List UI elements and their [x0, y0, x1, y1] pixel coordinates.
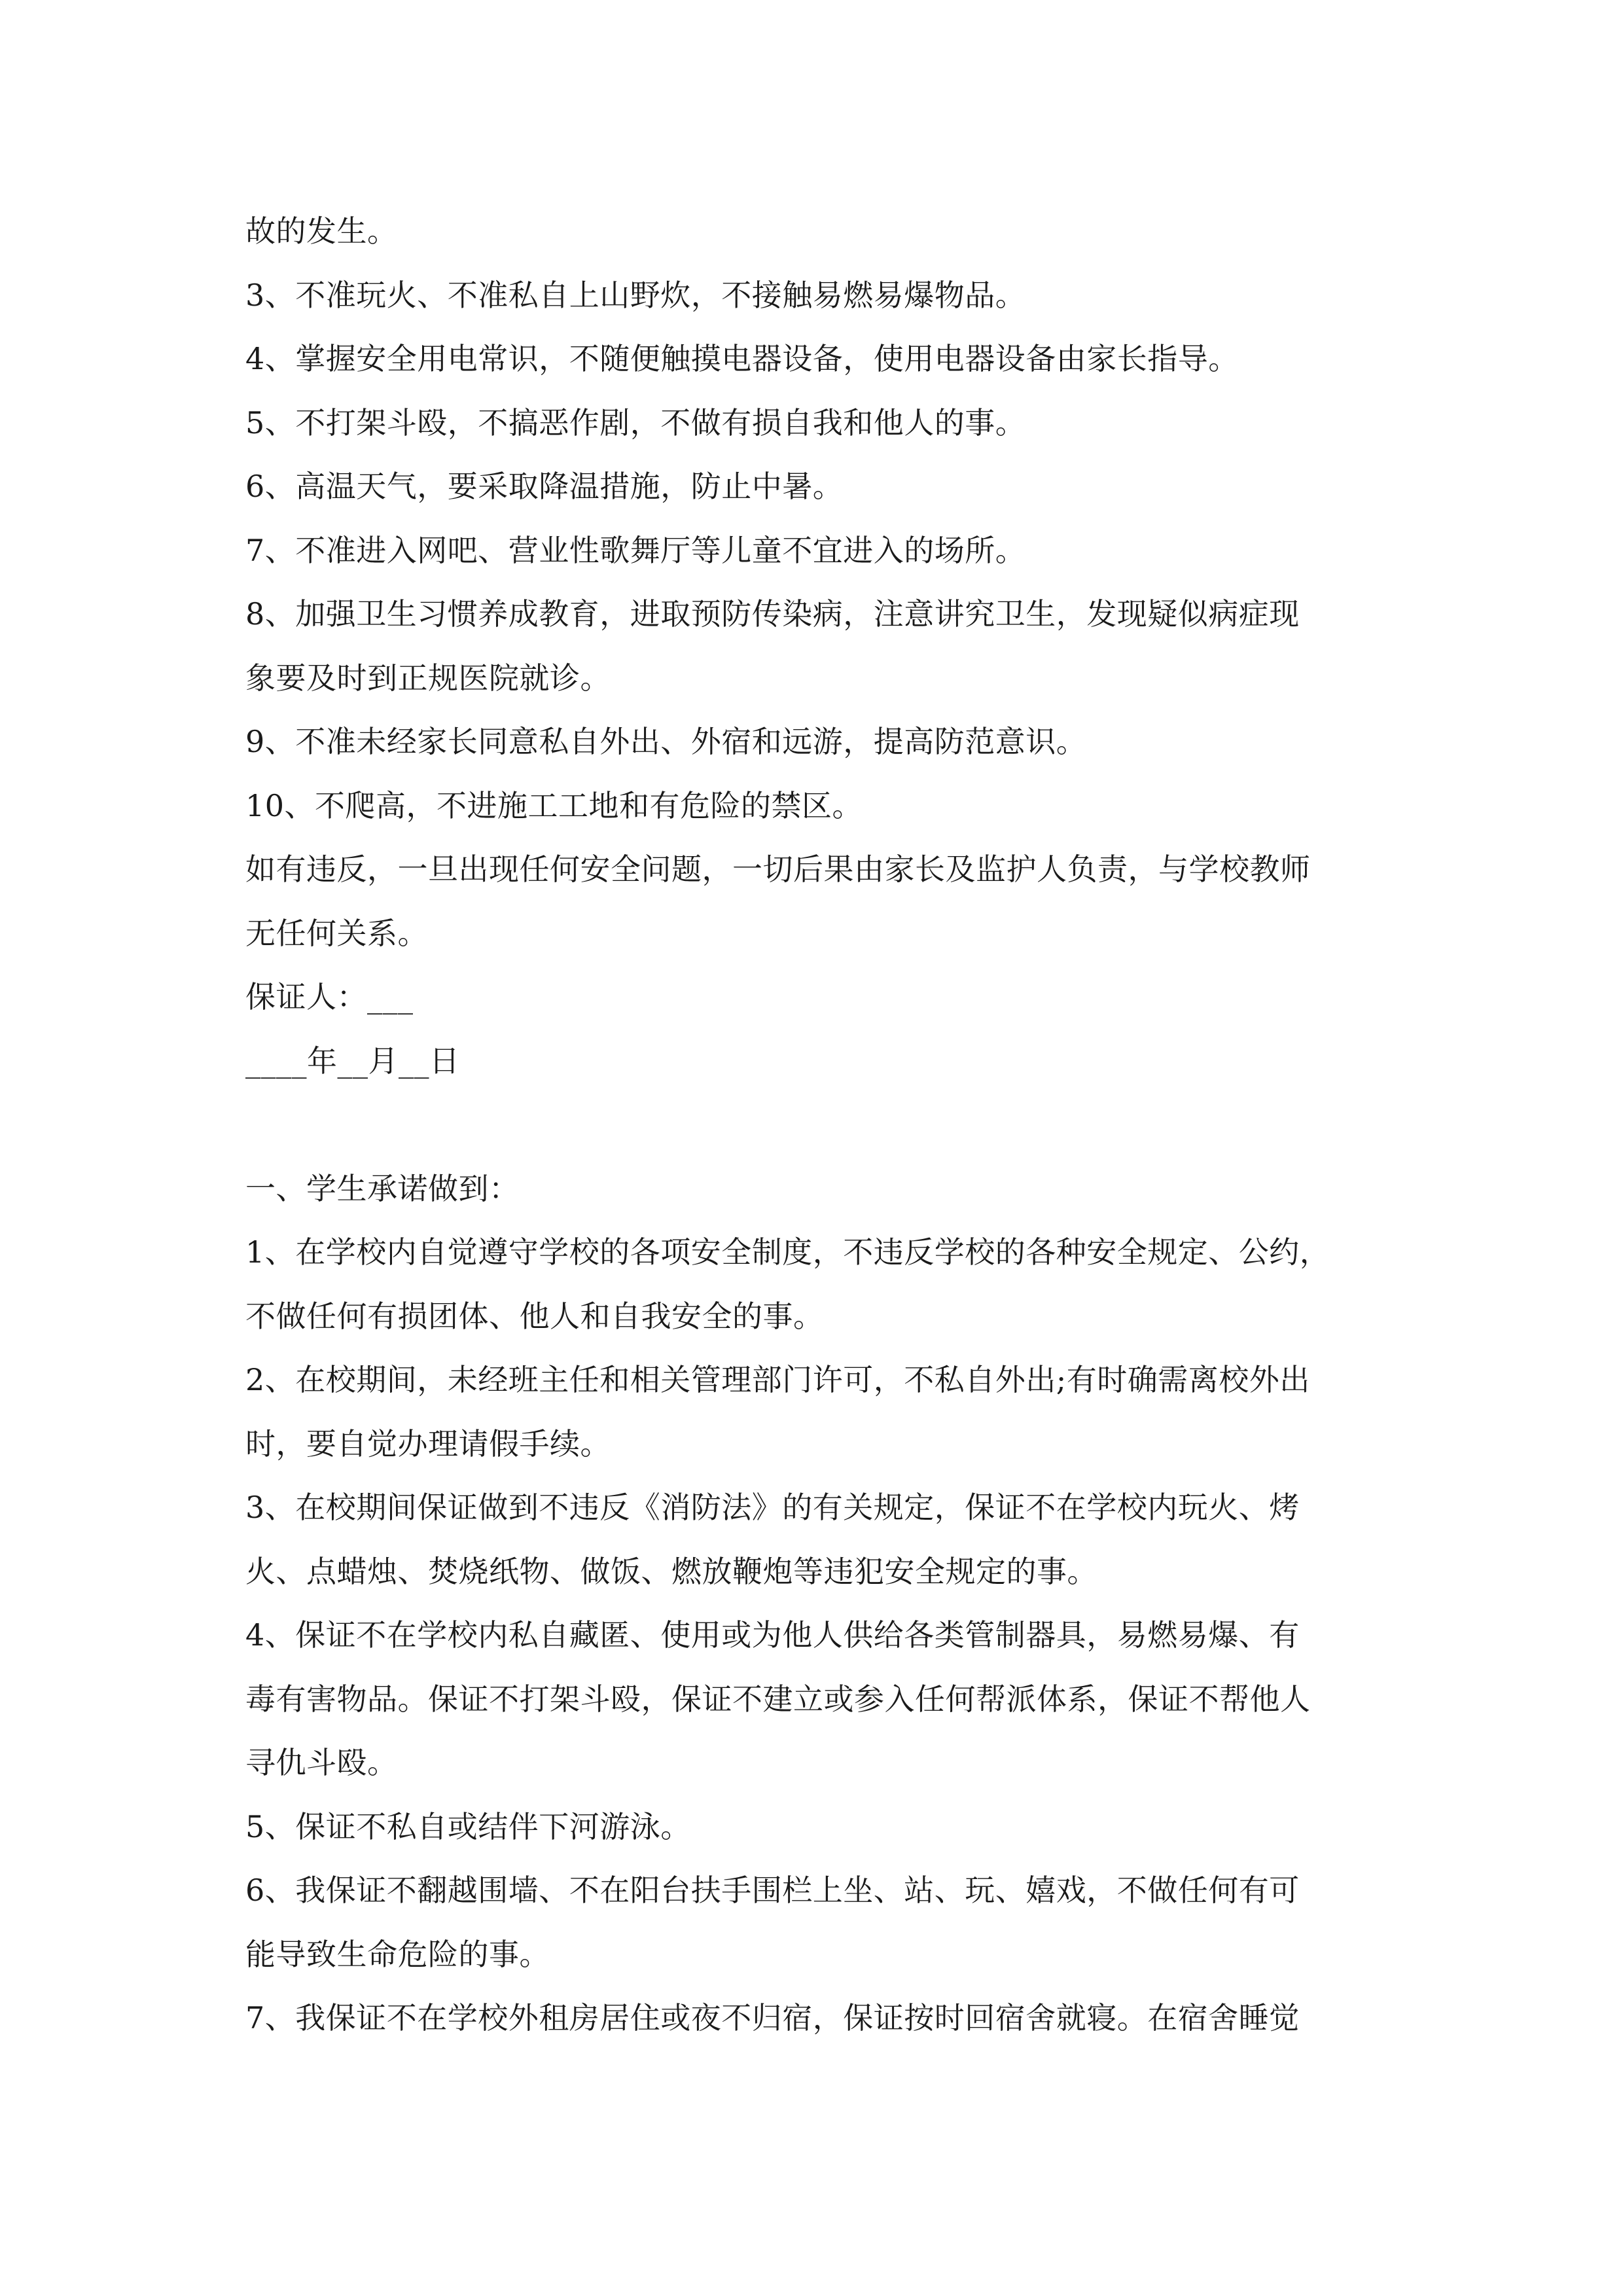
text-line: 1、在学校内自觉遵守学校的各项安全制度，不违反学校的各种安全规定、公约， [245, 1234, 1330, 1270]
text-line: 无任何关系。 [245, 915, 428, 951]
text-line: 象要及时到正规医院就诊。 [245, 660, 611, 696]
text-line: 4、保证不在学校内私自藏匿、使用或为他人供给各类管制器具，易燃易爆、有 [245, 1617, 1300, 1653]
section-heading: 一、学生承诺做到： [245, 1170, 520, 1206]
date-line: ____年__月__日 [245, 1043, 460, 1079]
text-line: 时，要自觉办理请假手续。 [245, 1426, 611, 1462]
document-body [245, 200, 1397, 2051]
text-line: 火、点蜡烛、焚烧纸物、做饭、燃放鞭炮等违犯安全规定的事。 [245, 1553, 1097, 1589]
text-line: 2、在校期间，未经班主任和相关管理部门许可，不私自外出;有时确需离校外出 [245, 1362, 1310, 1397]
text-line: 5、不打架斗殴，不搞恶作剧，不做有损自我和他人的事。 [245, 404, 1026, 440]
text-line: 不做任何有损团体、他人和自我安全的事。 [245, 1298, 824, 1334]
text-line: 6、我保证不翻越围墙、不在阳台扶手围栏上坐、站、玩、嬉戏，不做任何有可 [245, 1873, 1300, 1908]
text-line: 7、我保证不在学校外租房居住或夜不归宿，保证按时回宿舍就寝。在宿舍睡觉 [245, 2000, 1300, 2036]
text-line: 5、保证不私自或结伴下河游泳。 [245, 1808, 691, 1844]
text-line: 8、加强卫生习惯养成教育，进取预防传染病，注意讲究卫生，发现疑似病症现 [245, 596, 1300, 632]
text-line: 7、不准进入网吧、营业性歌舞厅等儿童不宜进入的场所。 [245, 532, 1026, 568]
text-line: 如有违反，一旦出现任何安全问题，一切后果由家长及监护人负责，与学校教师 [245, 852, 1311, 887]
text-line: 能导致生命危险的事。 [245, 1936, 550, 1972]
text-line: 故的发生。 [245, 213, 398, 249]
text-line: 寻仇斗殴。 [245, 1745, 398, 1780]
text-line: 毒有害物品。保证不打架斗殴，保证不建立或参入任何帮派体系，保证不帮他人 [245, 1681, 1311, 1717]
text-line: 3、在校期间保证做到不违反《消防法》的有关规定，保证不在学校内玩火、烤 [245, 1490, 1300, 1525]
guarantor-signature-line: 保证人：___ [245, 979, 414, 1014]
paragraph-gap [245, 1093, 1397, 1157]
text-line: 6、高温天气，要采取降温措施，防止中暑。 [245, 469, 844, 504]
text-line: 10、不爬高，不进施工工地和有危险的禁区。 [245, 787, 863, 823]
text-line: 9、不准未经家长同意私自外出、外宿和远游，提高防范意识。 [245, 724, 1087, 759]
text-line: 3、不准玩火、不准私自上山野炊，不接触易燃易爆物品。 [245, 277, 1026, 313]
text-line: 4、掌握安全用电常识，不随便触摸电器设备，使用电器设备由家长指导。 [245, 341, 1239, 376]
